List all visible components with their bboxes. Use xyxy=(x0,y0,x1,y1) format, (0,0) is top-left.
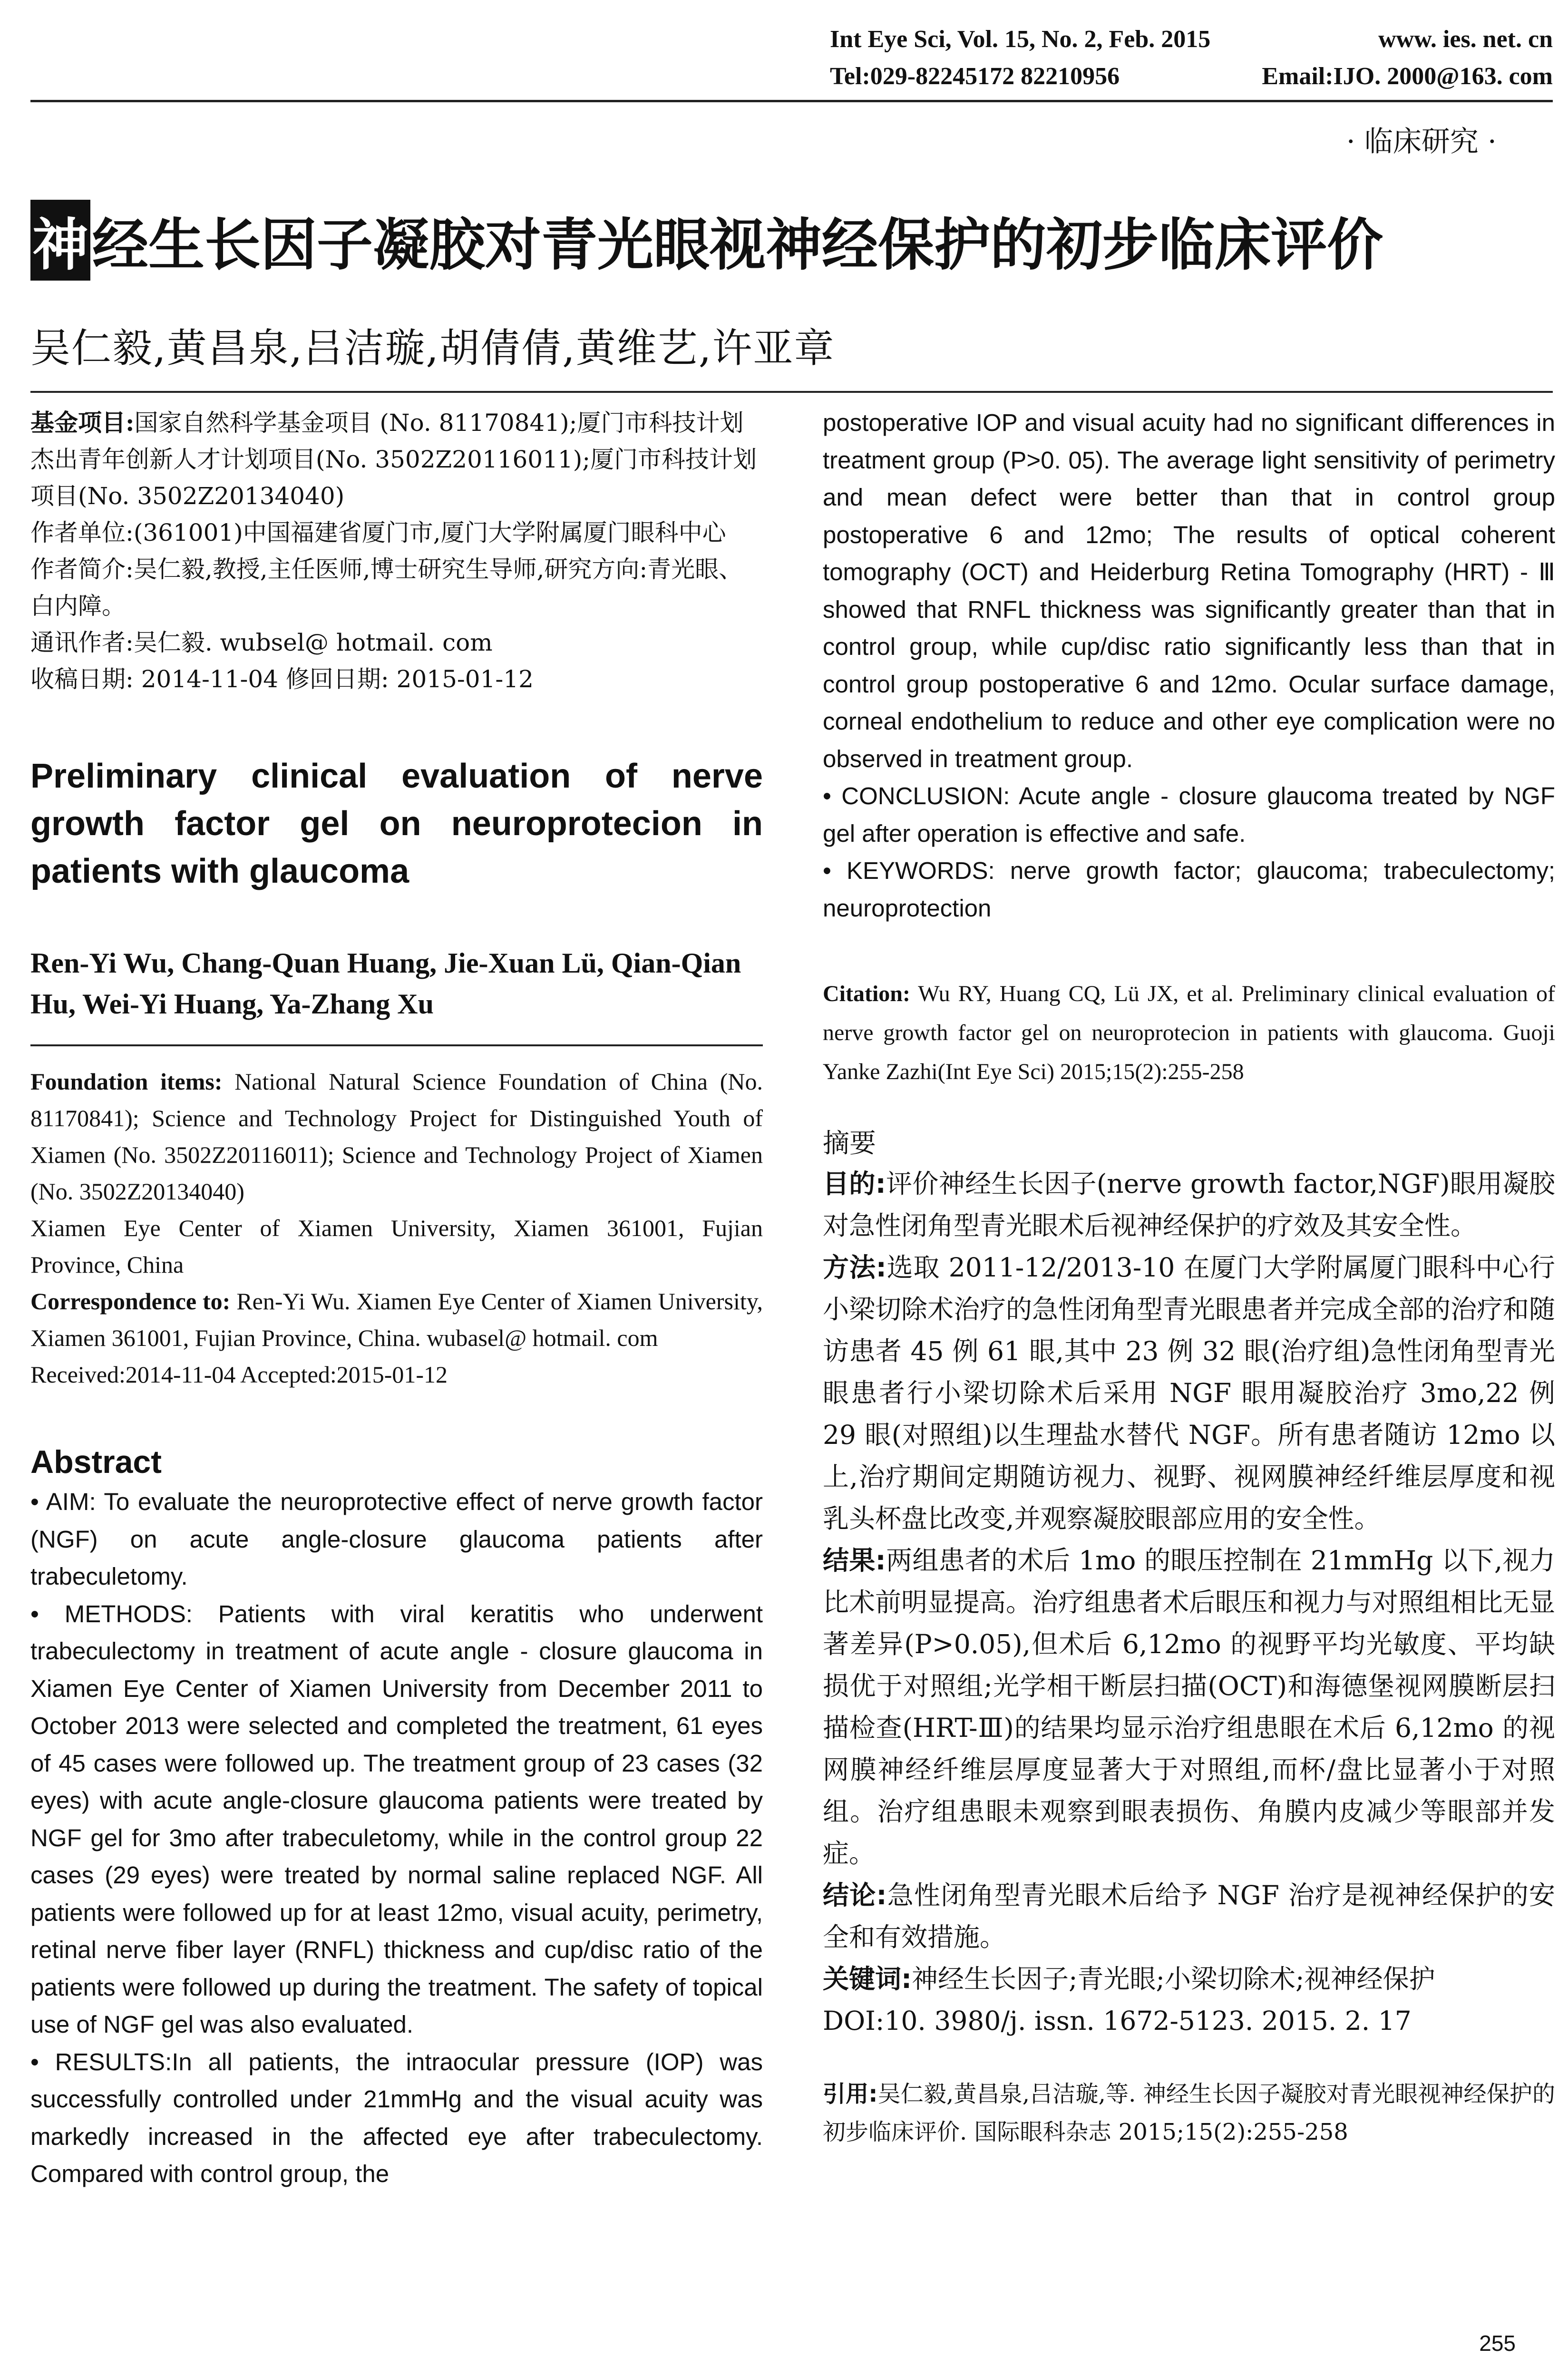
correspondence-text: Ren-Yi Wu. Xiamen Eye Center of Xiamen University, Xiamen 361001, Fujian Province, China. wubasel@ hotmail. com xyxy=(30,1288,763,1351)
keywords-cn-label: 关键词: xyxy=(823,1964,912,1994)
aim-cn-text: 评价神经生长因子(nerve growth factor,NGF)眼用凝胶对急性闭角型青光眼术后视神经保护的疗效及其安全性。 xyxy=(823,1169,1555,1241)
dates-cn: 收稿日期: 2014-11-04 修回日期: 2015-01-12 xyxy=(30,665,534,693)
abstract-cn-aim xyxy=(823,1163,1555,1247)
aim-cn-label: 目的: xyxy=(823,1169,886,1199)
conclusion-cn-text: 急性闭角型青光眼术后给予 NGF 治疗是视神经保护的安全和有效措施。 xyxy=(823,1880,1555,1952)
abstract-methods: • METHODS: Patients with viral keratitis who underwent trabeculectomy in treatment of acute angle - closure glaucoma in Xiamen Eye Center of Xiamen University from December 2011 to October 2013 were selected and completed the treatment, 61 eyes of 45 cases were followed up. The treatment group of 23 cases (32 eyes) with acute angle-closure glaucoma patients were treated by NGF gel for 3mo after trabeculetomy, while in the control group 22 cases (29 eyes) were treated by normal saline replaced NGF. All patients were followed up for at least 12mo, visual acuity, perimetry, retinal nerve fiber layer (RNFL) thickness and cup/disc ratio of the patients were followed up during the treatment. The safety of topical use of NGF gel was also evaluated. xyxy=(30,1600,763,2038)
conclusion-cn-label: 结论: xyxy=(823,1880,887,1910)
fund-cn-text: 国家自然科学基金项目 (No. 81170841);厦门市科技计划杰出青年创新人才计划项目(No. 3502Z20116011);厦门市科技计划项目(No. 3502Z20134040) xyxy=(30,409,757,510)
dates-en: Received:2014-11-04 Accepted:2015-01-12 xyxy=(30,1361,448,1388)
abstract-cn-keywords xyxy=(823,1958,1555,2000)
left-column xyxy=(30,404,763,2193)
doi: DOI:10. 3980/j. issn. 1672-5123. 2015. 2. 17 xyxy=(823,2006,1412,2036)
methods-cn-label: 方法: xyxy=(823,1252,886,1283)
correspondence-en xyxy=(30,1283,763,1356)
article-title-cn xyxy=(30,200,1383,281)
abstract-keywords: • KEYWORDS: nerve growth factor; glaucoma; trabeculectomy; neuroprotection xyxy=(823,857,1555,922)
results-cn-label: 结果: xyxy=(823,1545,886,1576)
journal-website: www. ies. net. cn xyxy=(1378,26,1553,53)
journal-tel: Tel:029-82245172 82210956 xyxy=(830,63,1120,90)
authors-rule xyxy=(30,1044,763,1046)
citation-en-label: Citation: xyxy=(823,981,910,1006)
title-dropcap: 神 xyxy=(30,200,90,281)
abstract-aim: • AIM: To evaluate the neuroprotective effect of nerve growth factor (NGF) on acute angle-closure glaucoma patients after trabeculetomy. xyxy=(30,1488,763,1590)
fund-cn xyxy=(30,404,763,515)
abstract-heading: Abstract xyxy=(30,1444,162,1480)
authors-en: Ren-Yi Wu, Chang-Quan Huang, Jie-Xuan Lü, Qian-Qian Hu, Wei-Yi Huang, Ya-Zhang Xu xyxy=(30,947,741,1020)
abstract-cn xyxy=(823,1163,1555,2042)
citation-en-text: Wu RY, Huang CQ, Lü JX, et al. Preliminary clinical evaluation of nerve growth factor gel on neuroprotecion in patients with glaucoma. Guoji Yanke Zazhi(Int Eye Sci) 2015;15(2):255-258 xyxy=(823,981,1555,1084)
foundation-items xyxy=(30,1063,763,1210)
foundation-label: Foundation items: xyxy=(30,1068,223,1095)
abstract-en xyxy=(30,1483,763,2193)
abstract-results-start: • RESULTS:In all patients, the intraocular pressure (IOP) was successfully controlled under 21mmHg and the visual acuity was markedly increased in the affected eye after trabeculectomy. Compared with control group, the xyxy=(30,2048,763,2187)
journal-info: Int Eye Sci, Vol. 15, No. 2, Feb. 2015 xyxy=(830,26,1211,53)
right-column xyxy=(823,404,1555,2151)
authors-cn: 吴仁毅,黄昌泉,吕洁璇,胡倩倩,黄维艺,许亚章 xyxy=(30,325,835,371)
citation-cn xyxy=(823,2075,1555,2151)
abstract-en-continued xyxy=(823,404,1555,927)
foundation-block xyxy=(30,1063,763,1393)
bio-cn: 作者简介:吴仁毅,教授,主任医师,博士研究生导师,研究方向:青光眼、白内障。 xyxy=(30,555,743,620)
title-rest: 经生长因子凝胶对青光眼视神经保护的初步临床评价 xyxy=(92,212,1383,278)
results-cn-text: 两组患者的术后 1mo 的眼压控制在 21mmHg 以下,视力比术前明显提高。治疗组患者术后眼压和视力与对照组相比无显著差异(P>0.05),但术后 6,12mo 的视野平均光敏度、平均缺损优于对照组;光学相干断层扫描(OCT)和海德堡视网膜断层扫描检查(HRT-Ⅲ)的结果均显示治疗组患眼在术后 6,12mo 的视网膜神经纤维层厚度显著大于对照组,而杯/盘比显著小于对照组。治疗组患眼未观察到眼表损伤、角膜内皮减少等眼部并发症。 xyxy=(823,1545,1556,1869)
cn-meta-block xyxy=(30,404,763,698)
journal-email: Email:IJO. 2000@163. com xyxy=(1262,63,1553,90)
abstract-results-end: postoperative IOP and visual acuity had no significant differences in treatment group (P>0. 05). The average light sensitivity of perimetry and mean defect were better than that in control group postoperative 6 and 12mo; The results of optical coherent tomography (OCT) and Heiderburg Retina Tomography (HRT) - Ⅲ showed that RNFL thickness was significantly greater than that in control group, while cup/disc ratio significantly less than that in control group postoperative 6 and 12mo. Ocular surface damage, corneal endothelium to reduce and other eye complication were no observed in treatment group. xyxy=(823,409,1555,772)
methods-cn-text: 选取 2011-12/2013-10 在厦门大学附属厦门眼科中心行小梁切除术治疗的急性闭角型青光眼患者并完成全部的治疗和随访患者 45 例 61 眼,其中 23 例 32 眼(治疗组)急性闭角型青光眼患者行小梁切除术后采用 NGF 眼用凝胶治疗 3mo,22 例 29 眼(对照组)以生理盐水替代 NGF。所有患者随访 12mo 以上,治疗期间定期随访视力、视野、视网膜神经纤维层厚度和视乳头杯盘比改变,并观察凝胶眼部应用的安全性。 xyxy=(823,1252,1556,1534)
title-rule xyxy=(30,391,1553,393)
page-number: 255 xyxy=(1479,2331,1516,2356)
fund-cn-label: 基金项目: xyxy=(30,409,135,437)
header-rule xyxy=(30,100,1553,102)
abstract-cn-heading: 摘要 xyxy=(823,1128,876,1159)
abstract-cn-methods xyxy=(823,1247,1555,1539)
corr-cn: 通讯作者:吴仁毅. wubsel@ hotmail. com xyxy=(30,629,493,656)
keywords-cn-text: 神经生长因子;青光眼;小梁切除术;视神经保护 xyxy=(912,1964,1435,1994)
abstract-cn-conclusion xyxy=(823,1874,1555,1958)
abstract-conclusion: • CONCLUSION: Acute angle - closure glaucoma treated by NGF gel after operation is effective and safe. xyxy=(823,782,1555,847)
citation-en xyxy=(823,974,1555,1091)
correspondence-label: Correspondence to: xyxy=(30,1288,231,1315)
abstract-cn-results xyxy=(823,1539,1555,1874)
citation-cn-text: 吴仁毅,黄昌泉,吕洁璇,等. 神经生长因子凝胶对青光眼视神经保护的初步临床评价. 国际眼科杂志 2015;15(2):255-258 xyxy=(823,2081,1555,2145)
citation-cn-label: 引用: xyxy=(823,2081,878,2107)
affiliation-en: Xiamen Eye Center of Xiamen University, Xiamen 361001, Fujian Province, China xyxy=(30,1215,763,1278)
foundation-text: National Natural Science Foundation of China (No. 81170841); Science and Technology Project for Distinguished Youth of Xiamen (No. 3502Z20116011); Science and Technology Project of Xiamen (No. 3502Z20134040) xyxy=(30,1068,763,1205)
section-tag: · 临床研究 · xyxy=(1346,125,1497,158)
running-header xyxy=(830,21,1553,95)
article-title-en: Preliminary clinical evaluation of nerve growth factor gel on neuroprotecion in patients with glaucoma xyxy=(30,757,763,890)
unit-cn: 作者单位:(361001)中国福建省厦门市,厦门大学附属厦门眼科中心 xyxy=(30,519,726,546)
